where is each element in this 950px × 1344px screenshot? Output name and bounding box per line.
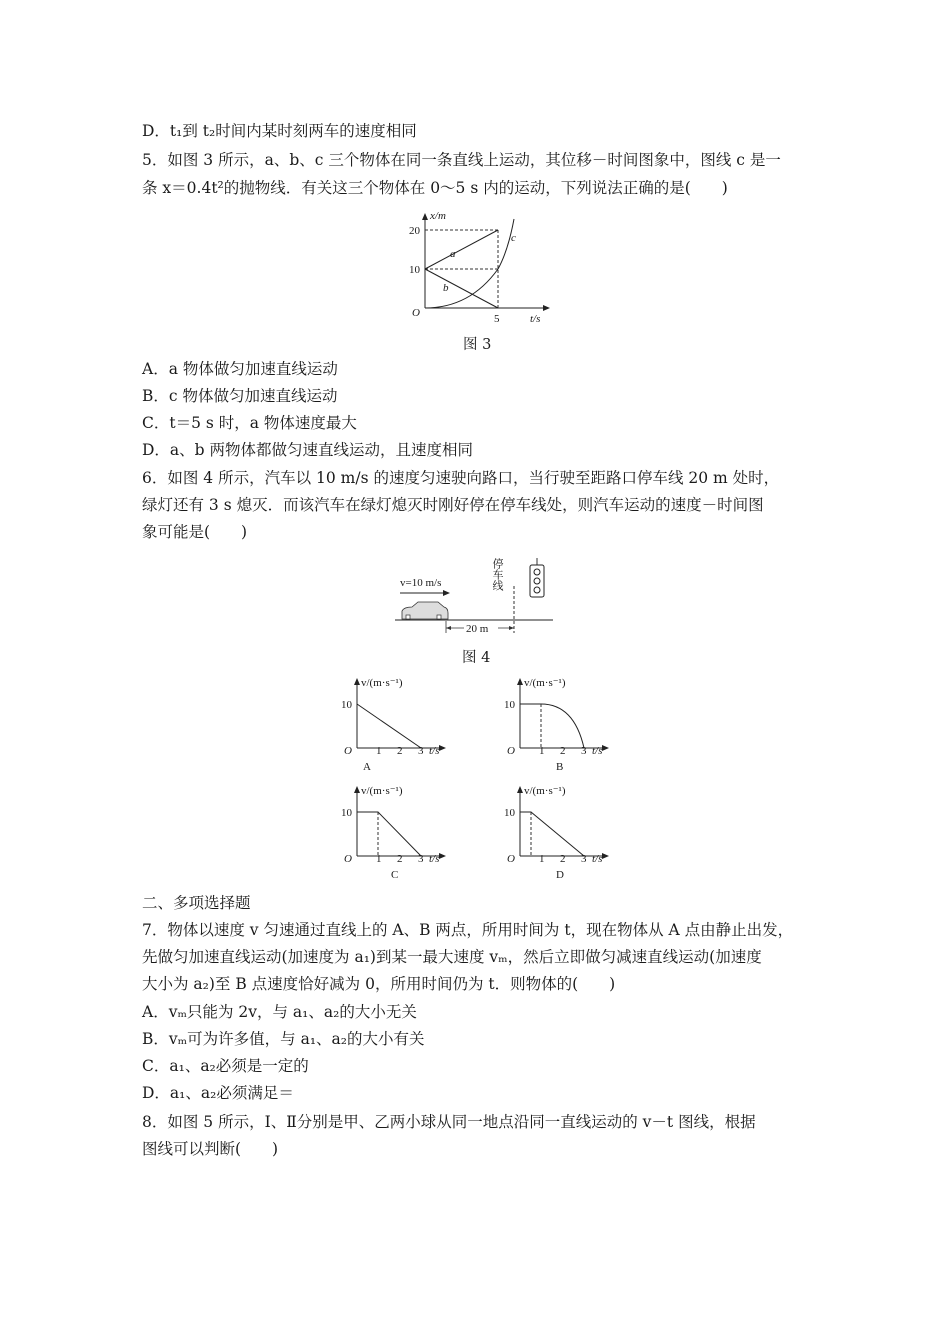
- line-b: [425, 269, 498, 308]
- y-axis-label: v/(m·s⁻¹): [361, 785, 403, 797]
- q6-stem-line-2: 绿灯还有 3 s 熄灭．而该汽车在绿灯熄灭时刚好停在停车线处，则汽车运动的速度－时间图: [142, 496, 764, 514]
- car-wheel-rear: [437, 615, 441, 619]
- label-a: a: [450, 248, 456, 260]
- y-axis-arrow: [517, 678, 523, 685]
- graph-line: [520, 812, 584, 856]
- y-tick-10: 10: [504, 699, 515, 711]
- graph-line: [357, 704, 421, 748]
- origin-label: O: [507, 853, 515, 865]
- x-axis-label: t/s: [429, 745, 440, 757]
- q4-option-d: D．t₁到 t₂时间内某时刻两车的速度相同: [142, 122, 417, 140]
- y-tick-10: 10: [341, 699, 352, 711]
- x-tick-3: 3: [581, 853, 587, 865]
- x-tick-1: 1: [539, 745, 545, 757]
- figure-4-caption: 图 4: [462, 650, 491, 666]
- x-tick-2: 2: [397, 853, 403, 865]
- label-c: c: [511, 232, 516, 244]
- y-axis-label: v/(m·s⁻¹): [524, 785, 566, 797]
- q6-stem-line-3: 象可能是( ): [142, 523, 248, 541]
- distance-arrow-right: [509, 626, 514, 630]
- q7-option-d: D．a₁、a₂必须满足＝: [142, 1084, 294, 1102]
- q7-option-c: C．a₁、a₂必须是一定的: [142, 1057, 309, 1075]
- origin-label: O: [344, 853, 352, 865]
- y-axis-label: v/(m·s⁻¹): [361, 677, 403, 689]
- y-tick-20: 20: [409, 225, 420, 237]
- y-axis-label: v/(m·s⁻¹): [524, 677, 566, 689]
- distance-arrow-left: [446, 626, 451, 630]
- traffic-light-icon: [530, 565, 544, 597]
- x-axis-arrow: [602, 853, 609, 859]
- x-axis-label: t/s: [530, 313, 541, 325]
- y-tick-10: 10: [341, 807, 352, 819]
- graph-label-b: B: [556, 761, 564, 772]
- graph-c: [335, 780, 470, 880]
- graph-d: [498, 780, 633, 880]
- section-2-title: 二、多项选择题: [142, 894, 251, 912]
- q5-option-a: A．a 物体做匀加速直线运动: [142, 360, 338, 378]
- x-tick-1: 1: [539, 853, 545, 865]
- q7-stem-line-2: 先做匀加速直线运动(加速度为 a₁)到某一最大速度 vₘ，然后立即做匀减速直线运动(加速度: [142, 948, 762, 966]
- q7-option-b: B．vₘ可为许多值，与 a₁、a₂的大小有关: [142, 1030, 425, 1048]
- x-tick-3: 3: [418, 745, 424, 757]
- y-axis-arrow: [422, 213, 428, 220]
- q7-option-a: A．vₘ只能为 2v，与 a₁、a₂的大小无关: [142, 1003, 417, 1021]
- line-a: [425, 230, 498, 269]
- x-tick-3: 3: [581, 745, 587, 757]
- velocity-arrow-head: [443, 590, 450, 596]
- x-tick-1: 1: [376, 745, 382, 757]
- graph-curve: [520, 704, 584, 748]
- x-axis-arrow: [439, 745, 446, 751]
- origin-label: O: [507, 745, 515, 757]
- q5-option-c: C．t＝5 s 时，a 物体速度最大: [142, 414, 357, 432]
- origin-label: O: [344, 745, 352, 757]
- stop-line-label: 停车线: [491, 558, 503, 591]
- x-tick-5: 5: [494, 313, 500, 325]
- speed-label: v=10 m/s: [400, 577, 442, 589]
- x-tick-2: 2: [397, 745, 403, 757]
- x-axis-arrow: [602, 745, 609, 751]
- y-axis-arrow: [517, 786, 523, 793]
- label-b: b: [443, 282, 449, 294]
- x-axis-arrow: [439, 853, 446, 859]
- q5-option-d: D．a、b 两物体都做匀速直线运动，且速度相同: [142, 441, 474, 459]
- x-axis-label: t/s: [592, 853, 603, 865]
- car-wheel-front: [406, 615, 410, 619]
- q5-option-b: B．c 物体做匀加速直线运动: [142, 387, 338, 405]
- q8-stem-line-2: 图线可以判断( ): [142, 1140, 279, 1158]
- figure-3-xt-graph: [400, 205, 560, 330]
- q5-stem-line-1: 5．如图 3 所示，a、b、c 三个物体在同一条直线上运动，其位移－时间图象中，图线 c 是一: [142, 151, 781, 169]
- y-axis-arrow: [354, 786, 360, 793]
- x-tick-2: 2: [560, 853, 566, 865]
- graph-label-c: C: [391, 869, 399, 880]
- graph-label-d: D: [556, 869, 564, 880]
- figure-4-scene: [390, 553, 560, 643]
- y-axis-label: x/m: [430, 210, 446, 222]
- q5-stem-line-2: 条 x＝0.4t²的抛物线．有关这三个物体在 0～5 s 内的运动，下列说法正确的是( ): [142, 179, 728, 197]
- x-axis-arrow: [543, 305, 550, 311]
- y-axis-arrow: [354, 678, 360, 685]
- x-tick-1: 1: [376, 853, 382, 865]
- graph-b: [498, 672, 633, 772]
- origin-label: O: [412, 307, 420, 319]
- figure-3-caption: 图 3: [463, 337, 492, 353]
- graph-line: [357, 812, 421, 856]
- x-axis-label: t/s: [592, 745, 603, 757]
- y-tick-10: 10: [504, 807, 515, 819]
- x-axis-label: t/s: [429, 853, 440, 865]
- graph-a: [335, 672, 470, 772]
- q7-stem-line-3: 大小为 a₂)至 B 点速度恰好减为 0，所用时间仍为 t．则物体的( ): [142, 975, 616, 993]
- x-tick-3: 3: [418, 853, 424, 865]
- x-tick-2: 2: [560, 745, 566, 757]
- y-tick-10: 10: [409, 264, 420, 276]
- distance-label: 20 m: [466, 623, 489, 635]
- q6-stem-line-1: 6．如图 4 所示，汽车以 10 m/s 的速度匀速驶向路口，当行驶至距路口停车线 20 m 处时，: [142, 469, 780, 487]
- q8-stem-line-1: 8．如图 5 所示，Ⅰ、Ⅱ分别是甲、乙两小球从同一地点沿同一直线运动的 v－t 图线，根据: [142, 1113, 756, 1131]
- q7-stem-line-1: 7．物体以速度 v 匀速通过直线上的 A、B 两点，所用时间为 t，现在物体从 A 点由静止出发，: [142, 921, 794, 939]
- graph-label-a: A: [363, 761, 371, 772]
- curve-c: [425, 219, 514, 308]
